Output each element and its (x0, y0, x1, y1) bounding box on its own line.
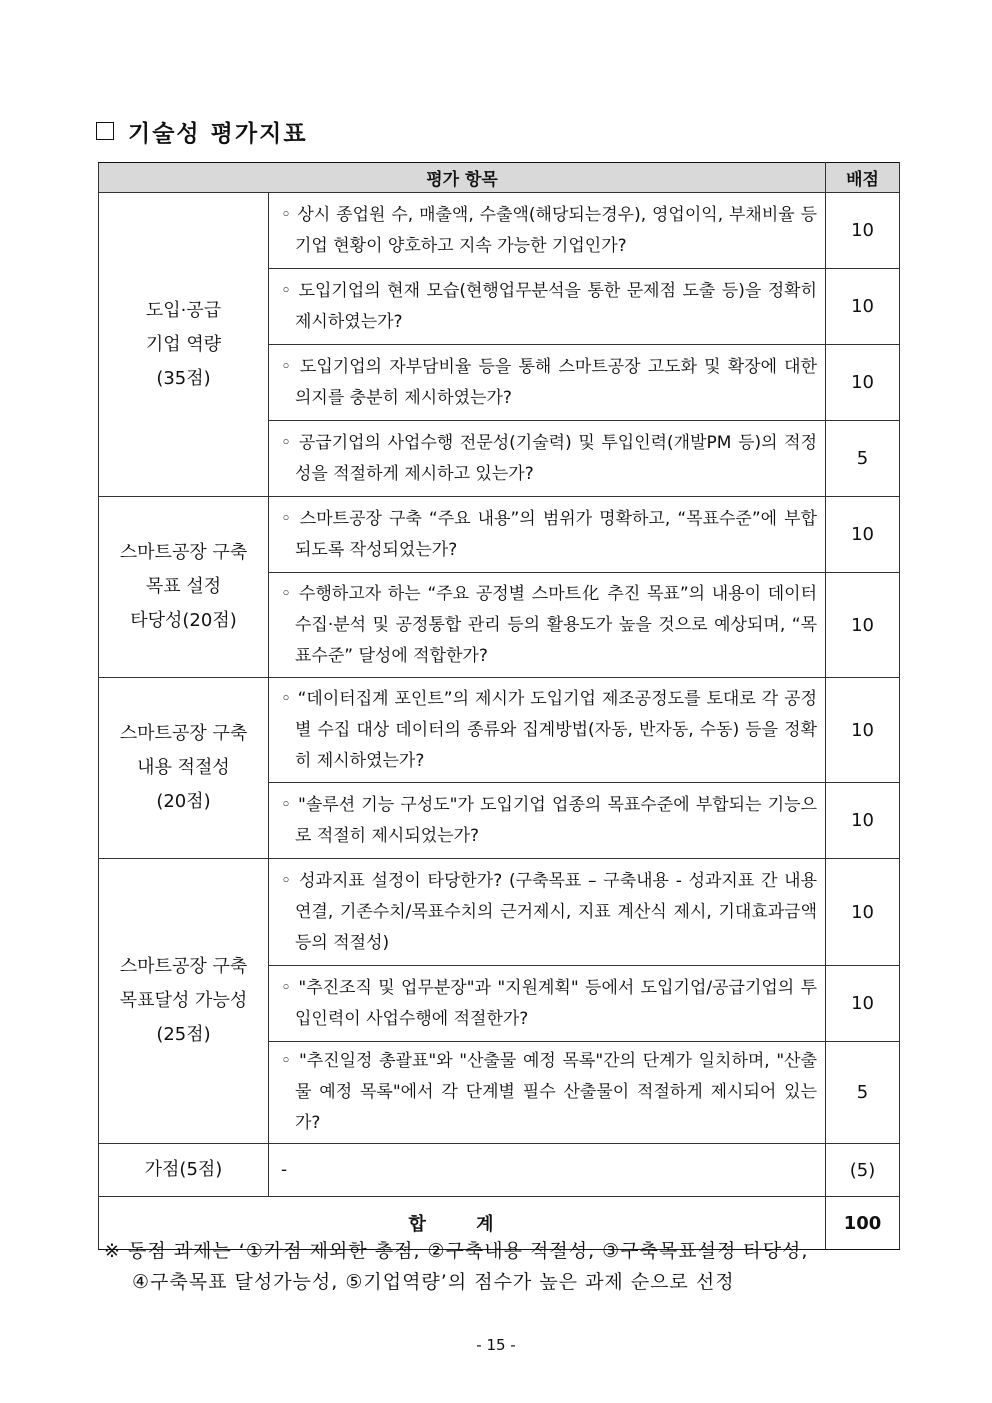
score-cell: 10 (826, 497, 900, 573)
category-cell (99, 497, 269, 678)
category-line: 스마트공장 구축 (119, 956, 248, 977)
total-label: 합 계 (99, 1197, 826, 1250)
item-cell: ◦ 성과지표 설정이 타당한가? (구축목표 – 구축내용 - 성과지표 간 내용 연결, 기존수치/목표수치의 근거제시, 지표 계산식 제시, 기대효과금액 등의 적절성) (269, 859, 826, 966)
bonus-row (99, 1144, 900, 1197)
table-row (99, 497, 900, 573)
bonus-label: 가점(5점) (99, 1144, 269, 1197)
category-line: 기업 역량 (145, 333, 222, 355)
score-cell: 10 (826, 573, 900, 678)
header-item: 평가 항목 (99, 163, 826, 193)
score-cell: 5 (826, 421, 900, 497)
item-cell: ◦ 공급기업의 사업수행 전문성(기술력) 및 투입인력(개발PM 등)의 적정성을 적절하게 제시하고 있는가? (269, 421, 826, 497)
score-cell: 10 (826, 678, 900, 783)
section-title: 기술성 평가지표 (128, 120, 308, 147)
item-cell: ◦ 도입기업의 자부담비율 등을 통해 스마트공장 고도화 및 확장에 대한 의지를 충분히 제시하였는가? (269, 345, 826, 421)
item-cell: ◦ "추진조직 및 업무분장"과 "지원계획" 등에서 도입기업/공급기업의 투입인력이 사업수행에 적절한가? (269, 966, 826, 1042)
category-line: 내용 적절성 (137, 757, 230, 778)
score-cell: 10 (826, 783, 900, 859)
score-cell: 10 (826, 345, 900, 421)
table-row (99, 678, 900, 783)
item-cell: ◦ 스마트공장 구축 “주요 내용”의 범위가 명확하고, “목표수준”에 부합되도록 작성되었는가? (269, 497, 826, 573)
note-line-1: ※ 동점 과제는 ‘①가점 제외한 총점, ②구축내용 적절성, ③구축목표설정 타당성, (104, 1240, 809, 1262)
bonus-score: (5) (826, 1144, 900, 1197)
score-cell: 10 (826, 859, 900, 966)
item-cell: ◦ “데이터집계 포인트”의 제시가 도입기업 제조공정도를 토대로 각 공정별 수집 대상 데이터의 종류와 집계방법(자동, 반자동, 수동) 등을 정확히 제시하였는가? (269, 678, 826, 783)
note-line-2: ④구축목표 달성가능성, ⑤기업역량’의 점수가 높은 과제 순으로 선정 (132, 1271, 735, 1293)
page-number: - 15 - (476, 1336, 516, 1354)
category-line: 도입·공급 (145, 299, 222, 321)
table-header-row (99, 163, 900, 193)
category-line: (25점) (156, 1024, 211, 1045)
item-cell: ◦ 수행하고자 하는 “주요 공정별 스마트化 추진 목표”의 내용이 데이터 수집·분석 및 공정통합 관리 등의 활용도가 높을 것으로 예상되며, “목표수준” 달성에 적합한가? (269, 573, 826, 678)
item-cell: ◦ 상시 종업원 수, 매출액, 수출액(해당되는경우), 영업이익, 부채비율 등 기업 현황이 양호하고 지속 가능한 기업인가? (269, 193, 826, 269)
category-cell (99, 193, 269, 497)
item-cell: ◦ "추진일정 총괄표"와 "산출물 예정 목록"간의 단계가 일치하며, "산출물 예정 목록"에서 각 단계별 필수 산출물이 적절하게 제시되어 있는가? (269, 1042, 826, 1144)
category-line: (35점) (156, 367, 211, 389)
category-line: 목표 설정 (145, 576, 222, 597)
score-cell: 5 (826, 1042, 900, 1144)
tiebreak-note (104, 1236, 900, 1298)
category-line: 목표달성 가능성 (119, 990, 248, 1011)
category-cell (99, 859, 269, 1144)
checkbox-square-icon (96, 122, 114, 140)
category-cell (99, 678, 269, 859)
item-cell: ◦ 도입기업의 현재 모습(현행업무분석을 통한 문제점 도출 등)을 정확히 제시하였는가? (269, 269, 826, 345)
category-line: (20점) (156, 791, 211, 812)
total-score: 100 (826, 1197, 900, 1250)
category-line: 스마트공장 구축 (119, 723, 248, 744)
score-cell: 10 (826, 193, 900, 269)
evaluation-table (98, 162, 900, 1250)
bonus-text: - (269, 1144, 826, 1197)
score-cell: 10 (826, 269, 900, 345)
item-cell: ◦ "솔루션 기능 구성도"가 도입기업 업종의 목표수준에 부합되는 기능으로 적절히 제시되었는가? (269, 783, 826, 859)
category-line: 스마트공장 구축 (119, 542, 248, 563)
score-cell: 10 (826, 966, 900, 1042)
table-row (99, 859, 900, 966)
section-heading (96, 114, 308, 148)
category-line: 타당성(20점) (130, 610, 237, 631)
header-score: 배점 (826, 163, 900, 193)
table-row (99, 193, 900, 269)
